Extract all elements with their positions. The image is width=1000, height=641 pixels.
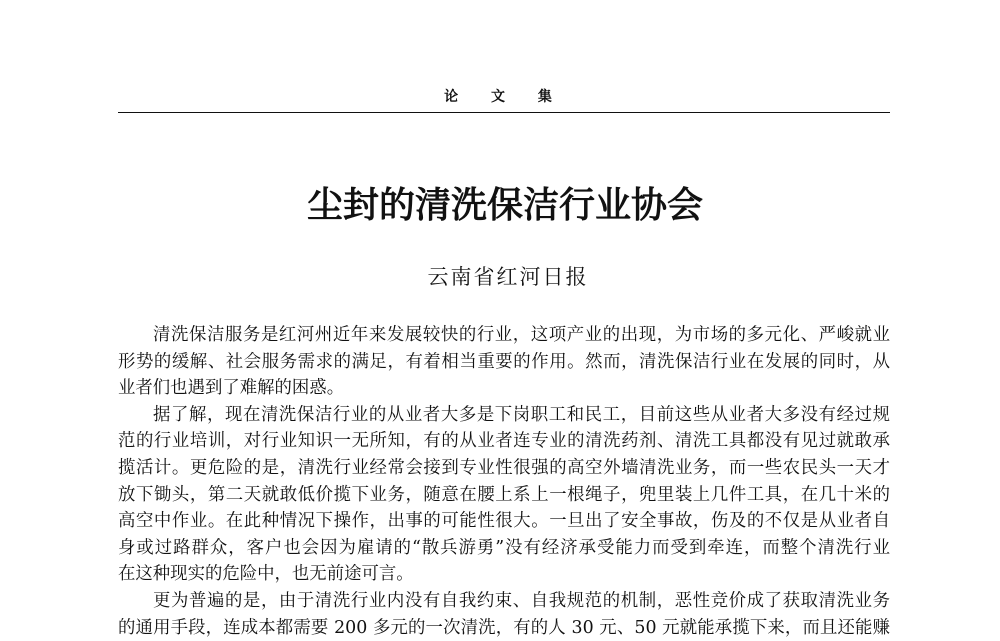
text-line: 揽活计。更危险的是，清洗行业经常会接到专业性很强的高空外墙清洗业务，而一些农民头一天才 xyxy=(118,457,890,478)
running-head: 论 文 集 xyxy=(444,89,566,105)
paragraph xyxy=(118,588,890,641)
text-line: 的通用手段，连成本都需要 200 多元的一次清洗，有的人 30 元、50 元就能承揽下来，而且还能赚 xyxy=(118,617,890,638)
text-line: 在这种现实的危险中，也无前途可言。 xyxy=(118,564,414,585)
header-rule xyxy=(118,112,890,113)
text-line: 形势的缓解、社会服务需求的满足，有着相当重要的作用。然而，清洗保洁行业在发展的同时，从 xyxy=(118,351,890,372)
text-line: 据了解，现在清洗保洁行业的从业者大多是下岗职工和民工，目前这些从业者大多没有经过规 xyxy=(153,404,890,425)
text-line: 清洗保洁服务是红河州近年来发展较快的行业，这项产业的出现，为市场的多元化、严峻就业 xyxy=(153,325,890,345)
paragraph xyxy=(118,402,890,588)
text-line: 范的行业培训，对行业知识一无所知，有的从业者连专业的清洗药剂、清洗工具都没有见过就敢承 xyxy=(118,431,890,452)
article-byline: 云南省红河日报 xyxy=(427,265,589,289)
text-line: 身或过路群众，客户也会因为雇请的“散兵游勇”没有经济承受能力而受到牵连，而整个清洗行业 xyxy=(118,537,890,558)
text-line: 业者们也遇到了难解的困惑。 xyxy=(118,378,345,399)
article-body xyxy=(118,322,890,641)
article-title: 尘封的清洗保洁行业协会 xyxy=(306,184,703,226)
text-line: 更为普遍的是，由于清洗行业内没有自我约束、自我规范的机制，恶性竞价成了获取清洗业务 xyxy=(153,590,890,611)
text-line: 放下锄头，第二天就敢低价揽下业务，随意在腰上系上一根绳子，兜里装上几件工具，在几十米的 xyxy=(118,484,890,505)
text-line: 高空中作业。在此种情况下操作，出事的可能性很大。一旦出了安全事故，伤及的不仅是从业者自 xyxy=(118,511,890,532)
paragraph xyxy=(118,322,890,402)
